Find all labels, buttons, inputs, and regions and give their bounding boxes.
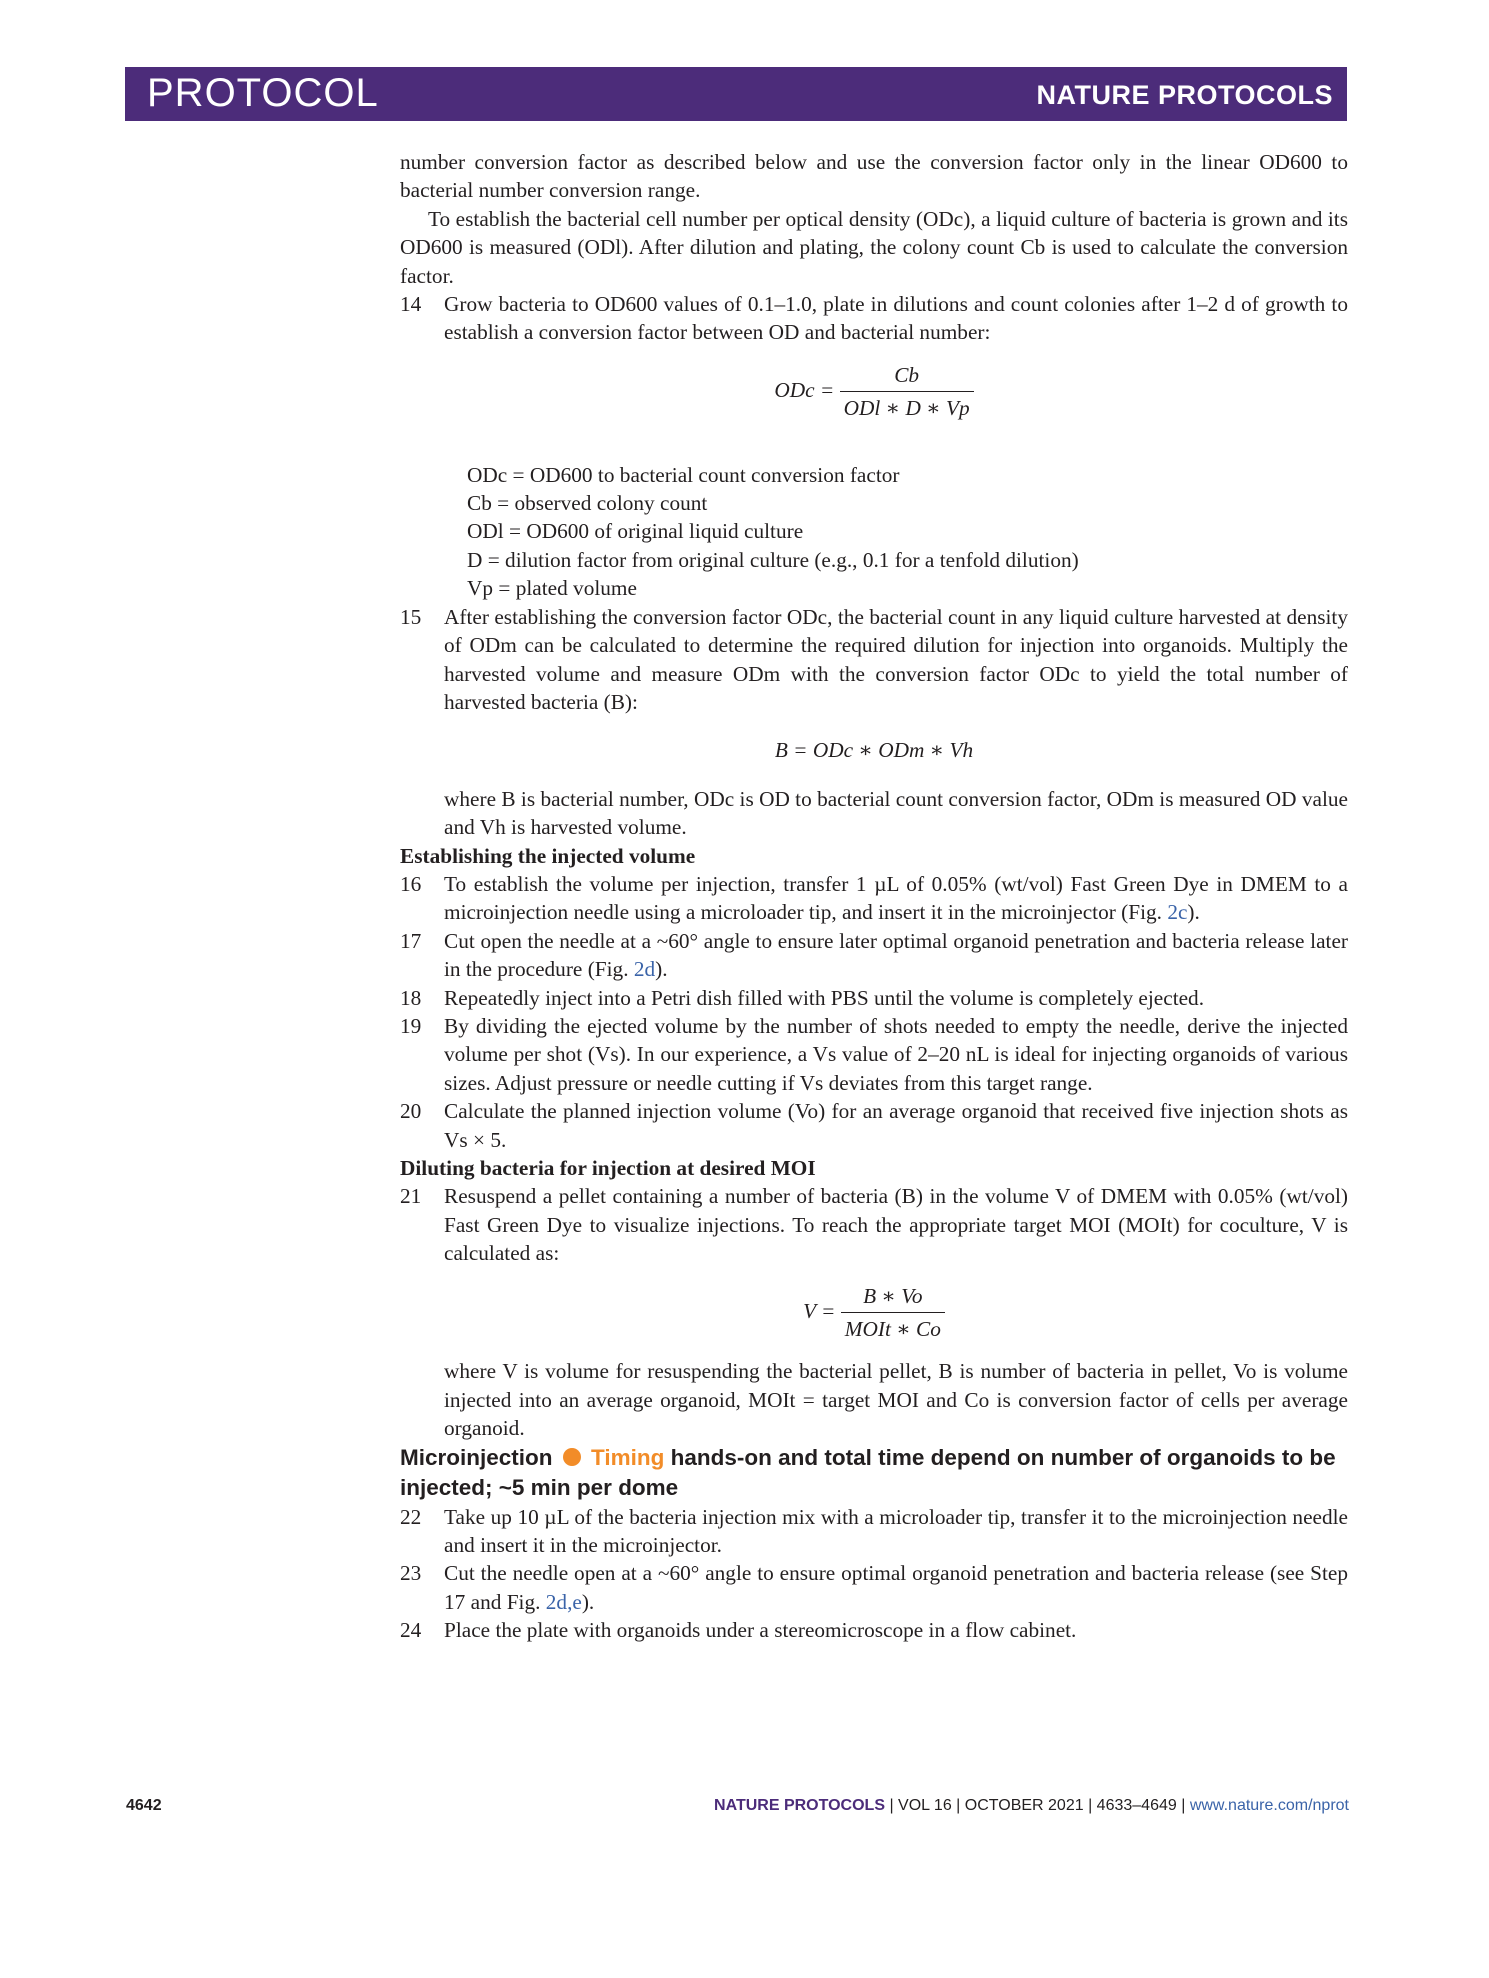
- step-number: 15: [400, 604, 422, 629]
- section-label: PROTOCOL: [147, 71, 379, 115]
- step-text-end: ).: [581, 1589, 595, 1614]
- citation-details: | VOL 16 | OCTOBER 2021 | 4633–4649 |: [885, 1797, 1190, 1814]
- subheading-injected-volume: Establishing the injected volume: [400, 843, 696, 868]
- heading-title: Microinjection: [400, 1444, 553, 1470]
- step-text: Repeatedly inject into a Petri dish filled with PBS until the volume is completely ejected.: [444, 985, 1205, 1010]
- equation-1: [400, 361, 1348, 423]
- step-text: Resuspend a pellet containing a number of bacteria (B) in the volume V of DMEM with 0.05% (wt/vol) Fast Green Dye to visualize injections. To reach the appropriate target MOI (MOIt) for coculture, V is calculated as:: [444, 1184, 1348, 1266]
- step-number: 17: [400, 928, 422, 953]
- definitions-list: [400, 461, 1348, 603]
- step-text: where B is bacterial number, ODc is OD to bacterial count conversion factor, ODm is measured OD value and Vh is harvested volume.: [444, 786, 1348, 840]
- definition: Cb = observed colony count: [467, 491, 708, 516]
- timing-dot-icon: [563, 1448, 581, 1466]
- numerator: B ∗ Vo: [841, 1282, 945, 1313]
- fraction: [841, 1282, 945, 1344]
- step-21: [400, 1182, 1348, 1267]
- step-text: By dividing the ejected volume by the number of shots needed to empty the needle, derive the injected volume per shot (Vs). In our experience, a Vs value of 2–20 nL is ideal for injecting organoids of various sizes. Adjust pressure or needle cutting if Vs deviates from this target range.: [444, 1013, 1348, 1095]
- step-number: 20: [400, 1099, 422, 1124]
- step-14: [400, 290, 1348, 347]
- step-text: Take up 10 µL of the bacteria injection mix with a microloader tip, transfer it to the microinjection needle and insert it in the microinjector.: [444, 1504, 1348, 1558]
- step-15: [400, 603, 1348, 717]
- step-number: 21: [400, 1184, 422, 1209]
- step-21-where: [400, 1357, 1348, 1442]
- figure-link[interactable]: 2d: [633, 957, 656, 982]
- paragraph: number conversion factor as described below and use the conversion factor only in the linear OD600 to bacterial number conversion range.: [400, 150, 1348, 203]
- step-22: [400, 1503, 1348, 1560]
- main-text: [400, 148, 1348, 1645]
- step-23: [400, 1559, 1348, 1616]
- step-number: 19: [400, 1013, 422, 1038]
- step-number: 14: [400, 292, 422, 317]
- step-text: Place the plate with organoids under a stereomicroscope in a flow cabinet.: [444, 1618, 1077, 1643]
- step-text: Cut the needle open at a ~60° angle to ensure optimal organoid penetration and bacteria release (see Step 17 and Fig.: [444, 1561, 1348, 1614]
- section-heading-microinjection: [400, 1443, 1348, 1503]
- journal-label: NATURE PROTOCOLS: [1036, 80, 1333, 110]
- step-text: where V is volume for resuspending the bacterial pellet, B is number of bacteria in pellet, Vo is volume injected into an average organoid, MOIt = target MOI and Co is conversion factor of cells per average organoid.: [444, 1359, 1348, 1441]
- denominator: ODl ∗ D ∗ Vp: [843, 396, 970, 421]
- header-banner: [125, 67, 1347, 121]
- step-text: To establish the volume per injection, transfer 1 µL of 0.05% (wt/vol) Fast Green Dye in DMEM to a microinjection needle using a microloader tip, and insert it in the microinjector (Fig.: [444, 871, 1348, 925]
- timing-label: Timing: [591, 1444, 665, 1470]
- step-text: Cut open the needle at a ~60° angle to ensure later optimal organoid penetration and bacteria release later in the procedure (Fig.: [444, 928, 1348, 982]
- journal-url[interactable]: www.nature.com/nprot: [1189, 1797, 1349, 1814]
- page-number: 4642: [126, 1797, 162, 1814]
- step-number: 18: [400, 985, 422, 1010]
- definition: ODc = OD600 to bacterial count conversion factor: [467, 462, 900, 487]
- definition: ODl = OD600 of original liquid culture: [467, 519, 804, 544]
- step-number: 24: [400, 1618, 422, 1643]
- step-24: [400, 1616, 1348, 1644]
- definition: D = dilution factor from original culture (e.g., 0.1 for a tenfold dilution): [467, 547, 1079, 572]
- step-17: [400, 927, 1348, 984]
- step-text-end: ).: [1187, 900, 1200, 925]
- step-text: After establishing the conversion factor ODc, the bacterial count in any liquid culture harvested at density of ODm can be calculated to determine the required dilution for injection into organoids. Multiply the harvested volume and measure ODm with the conversion factor ODc to yield the total number of harvested bacteria (B):: [444, 604, 1348, 714]
- equation-2: B = ODc ∗ ODm ∗ Vh: [774, 738, 974, 763]
- citation: [714, 1797, 1349, 1815]
- paragraph: To establish the bacterial cell number per optical density (ODc), a liquid culture of bacteria is grown and its OD600 is measured (ODl). After dilution and plating, the colony count Cb is used to calculate the conversion factor.: [400, 206, 1348, 288]
- step-16: [400, 870, 1348, 927]
- heading-rest: hands-on and total time depend on number of organoids to be injected; ~5 min per dome: [400, 1444, 1336, 1500]
- step-text: Calculate the planned injection volume (Vo) for an average organoid that received five injection shots as Vs × 5.: [444, 1099, 1348, 1152]
- definition: Vp = plated volume: [467, 576, 637, 601]
- step-19: [400, 1012, 1348, 1097]
- step-number: 22: [400, 1504, 422, 1529]
- step-number: 16: [400, 871, 422, 896]
- step-text-end: ).: [655, 957, 668, 982]
- step-text: Grow bacteria to OD600 values of 0.1–1.0, plate in dilutions and count colonies after 1–2 d of growth to establish a conversion factor between OD and bacterial number:: [444, 292, 1348, 345]
- step-15-where: [400, 785, 1348, 842]
- subheading-diluting: Diluting bacteria for injection at desired MOI: [400, 1156, 816, 1180]
- step-18: [400, 984, 1348, 1012]
- figure-link[interactable]: 2d,e: [545, 1589, 582, 1614]
- step-20: [400, 1097, 1348, 1154]
- denominator: MOIt ∗ Co: [844, 1317, 941, 1342]
- numerator: Cb: [840, 361, 974, 392]
- figure-link[interactable]: 2c: [1167, 900, 1188, 925]
- journal-name: NATURE PROTOCOLS: [714, 1797, 885, 1814]
- fraction: [840, 361, 974, 423]
- equation-lhs: ODc =: [774, 377, 835, 402]
- equation-3: [400, 1282, 1348, 1344]
- step-number: 23: [400, 1561, 422, 1586]
- equation-lhs: V =: [803, 1298, 836, 1323]
